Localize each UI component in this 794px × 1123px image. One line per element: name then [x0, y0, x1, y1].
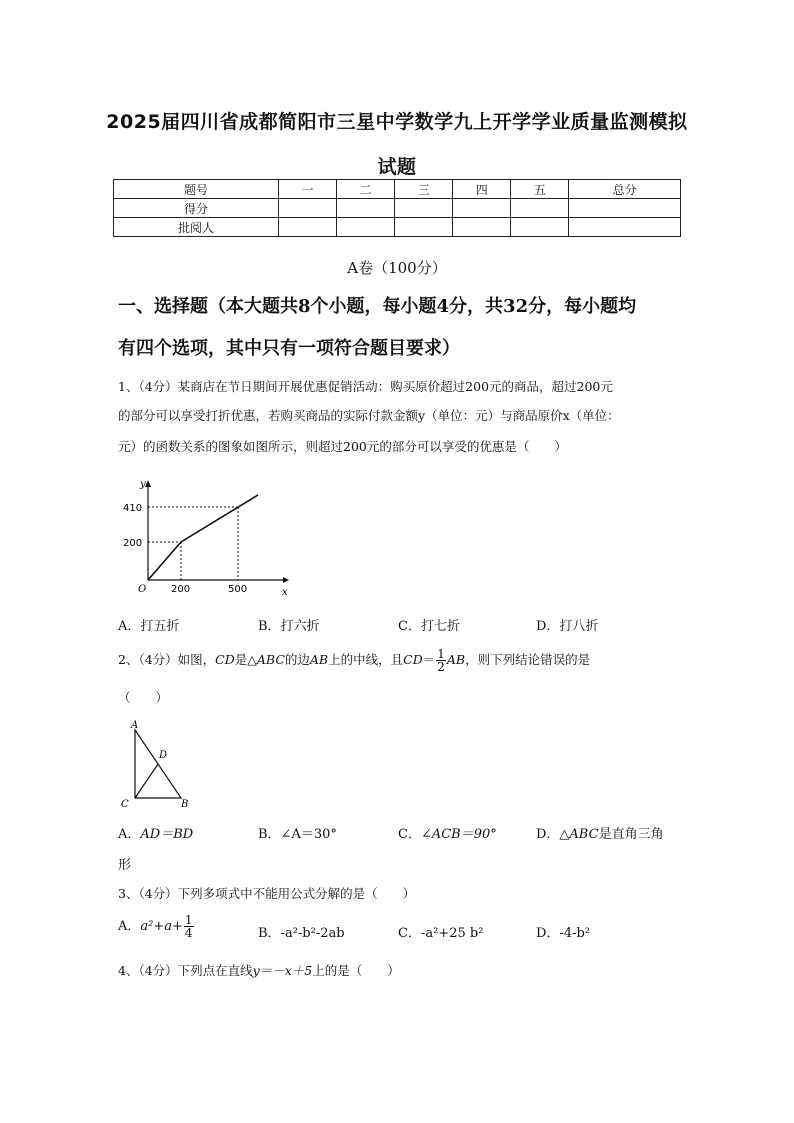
q4-equation: y＝－x＋5	[252, 963, 313, 978]
score-cell	[395, 199, 453, 218]
q2-text: 的边	[284, 652, 310, 667]
function-line	[148, 495, 258, 580]
option-math: ∠ACB＝90°	[420, 827, 497, 842]
score-table	[113, 179, 681, 237]
x-axis-label: x	[282, 587, 288, 598]
q2-option-c[interactable]	[398, 823, 497, 842]
score-cell	[511, 199, 569, 218]
option-label: C．	[398, 827, 421, 842]
option-label: D．△	[536, 827, 570, 842]
q2-option-d-wrap: 形	[118, 858, 132, 873]
q2-option-d[interactable]	[536, 823, 664, 842]
score-table-row-label: 批阅人	[114, 218, 279, 237]
q3-stem: 3、（4分）下列多项式中不能用公式分解的是（ ）	[118, 886, 416, 901]
x-axis-arrow	[283, 577, 289, 583]
y-tick-200: 200	[123, 538, 143, 549]
median-cd	[135, 764, 158, 798]
page-title: 2025届四川省成都简阳市三星中学数学九上开学学业质量监测模拟	[106, 111, 688, 133]
part1-heading-line1: 一、选择题（本大题共8个小题，每小题4分，共32分，每小题均	[118, 296, 637, 317]
q1-option-a[interactable]: A．打五折	[118, 619, 180, 634]
q3-option-d[interactable]: D．-4-b²	[536, 926, 591, 941]
option-label: A．	[118, 827, 141, 842]
option-math: ABC	[569, 827, 599, 842]
q2-figure	[118, 718, 198, 813]
score-table-row	[114, 199, 681, 218]
q2-prefix: 2、（4分）如图，	[118, 652, 216, 667]
score-cell	[279, 199, 337, 218]
option-label: A．	[118, 919, 141, 934]
x-tick-200: 200	[171, 584, 191, 595]
q1-line1: 1、（4分）某商店在节日期间开展优惠促销活动：购买原价超过200元的商品，超过200元	[118, 379, 613, 394]
q1-option-b[interactable]: B．打六折	[258, 619, 320, 634]
label-a: A	[131, 720, 139, 731]
q2-math-cd: CD	[215, 652, 235, 667]
score-table-header-cell: 一	[279, 180, 337, 199]
q2-math-ab: AB	[309, 652, 329, 667]
label-b: B	[181, 799, 189, 810]
q2-text: 是△	[234, 652, 257, 667]
q2-stem	[118, 645, 688, 674]
q2-option-b[interactable]	[258, 823, 337, 842]
q2-paren: （ ）	[118, 690, 169, 705]
q2-math-ab2: AB	[446, 652, 466, 667]
q2-option-a[interactable]	[118, 823, 193, 842]
option-math: AD＝BD	[140, 827, 194, 842]
origin-label: O	[138, 584, 147, 595]
score-table-row	[114, 218, 681, 237]
q3-option-a[interactable]	[118, 914, 195, 939]
y-axis-arrow	[145, 480, 151, 487]
score-table-header-row	[114, 180, 681, 199]
score-table-header-cell: 总分	[569, 180, 681, 199]
option-label: B．	[258, 827, 281, 842]
score-cell	[395, 218, 453, 237]
label-d: D	[159, 750, 168, 761]
score-table-header-cell: 五	[511, 180, 569, 199]
q3-option-b[interactable]: B．-a²-b²-2ab	[258, 926, 345, 941]
q2-math-cd2: CD	[403, 652, 423, 667]
q2-math-abc: ABC	[256, 652, 285, 667]
score-cell	[569, 218, 681, 237]
y-tick-410: 410	[123, 503, 143, 514]
q1-option-c[interactable]: C．打七折	[398, 619, 460, 634]
score-table-header-cell: 题号	[114, 180, 279, 199]
q1-line3: 元）的函数关系的图象如图所示，则超过200元的部分可以享受的优惠是（ ）	[118, 439, 567, 454]
score-cell	[279, 218, 337, 237]
score-cell	[337, 218, 395, 237]
q2-suffix: ，则下列结论错误的是	[465, 652, 591, 667]
q3-option-c[interactable]: C．-a²+25 b²	[398, 926, 484, 941]
score-cell	[511, 218, 569, 237]
score-table-row-label: 得分	[114, 199, 279, 218]
option-text: 是直角三角	[598, 827, 664, 842]
fraction-numerator: 1	[437, 647, 445, 661]
q4-prefix: 4、（4分）下列点在直线	[118, 963, 253, 978]
page-title-line2: 试题	[377, 156, 417, 178]
score-cell	[337, 199, 395, 218]
score-cell	[453, 218, 511, 237]
score-table-header-cell: 二	[337, 180, 395, 199]
score-table-header-cell: 三	[395, 180, 453, 199]
q2-fraction	[436, 648, 446, 673]
label-c: C	[121, 799, 129, 810]
q2-text: 上的中线，且	[328, 652, 404, 667]
score-cell	[569, 199, 681, 218]
q3-fraction	[184, 914, 194, 939]
q4-suffix: 上的是（ ）	[312, 963, 400, 978]
option-math: ∠A＝30°	[280, 827, 337, 842]
q1-option-d[interactable]: D．打八折	[536, 619, 599, 634]
section-a-heading: A卷（100分）	[347, 259, 447, 277]
fraction-denominator: 4	[184, 926, 193, 940]
part1-heading-line2: 有四个选项，其中只有一项符合题目要求）	[118, 338, 460, 359]
q2-eq: ＝	[422, 652, 436, 667]
q1-graph	[118, 475, 293, 600]
score-table-header-cell: 四	[453, 180, 511, 199]
q1-line2: 的部分可以享受打折优惠，若购买商品的实际付款金额y（单位：元）与商品原价x（单位：	[118, 408, 620, 423]
q4-stem	[118, 956, 688, 985]
y-axis-label: y	[140, 479, 146, 490]
option-math: a²+a+	[140, 919, 183, 934]
fraction-numerator: 1	[184, 913, 193, 927]
x-tick-500: 500	[228, 584, 248, 595]
score-cell	[453, 199, 511, 218]
fraction-denominator: 2	[437, 660, 445, 674]
